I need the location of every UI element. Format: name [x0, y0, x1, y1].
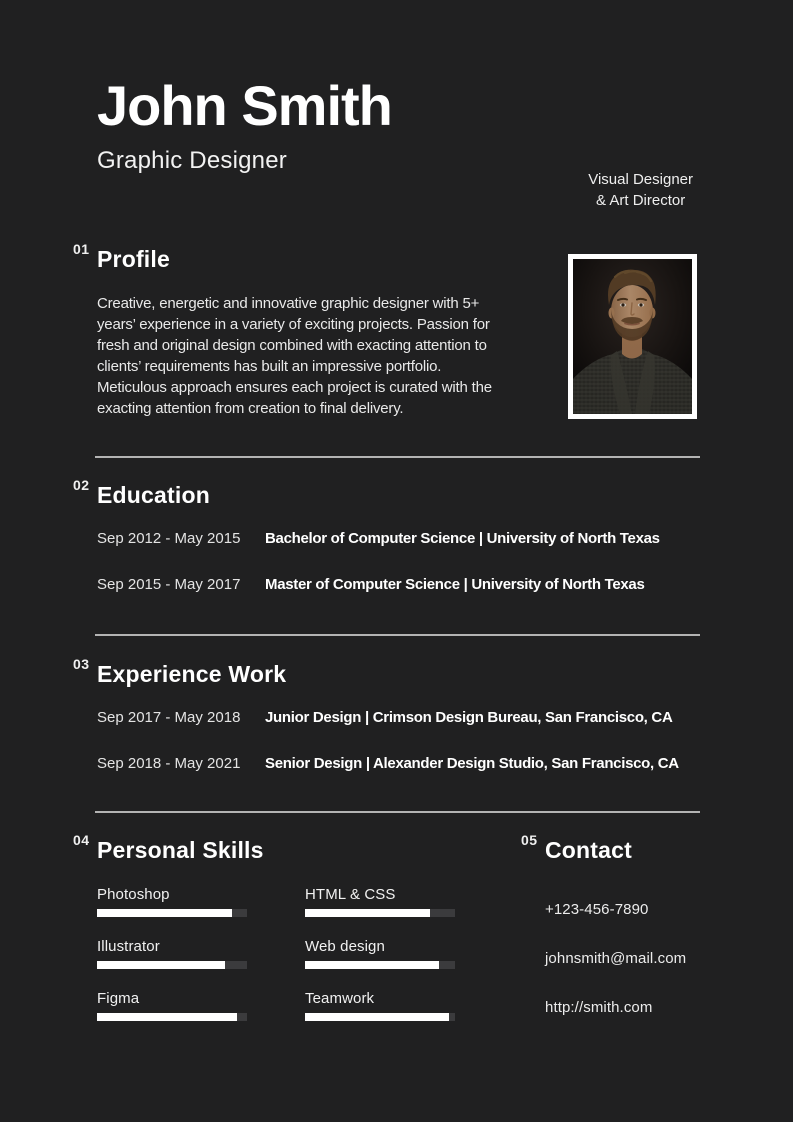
- skill-label: Figma: [97, 990, 140, 1007]
- profile-text-line: Creative, energetic and innovative graphic designer with 5+: [97, 295, 480, 312]
- skill-bar: [305, 1013, 455, 1021]
- skill-item: [97, 990, 247, 1021]
- education-section-number: 02: [73, 477, 90, 493]
- header: [97, 74, 392, 175]
- person-job-title: Graphic Designer: [97, 147, 287, 174]
- skill-item: [97, 938, 247, 969]
- bottom-area: [73, 832, 700, 1048]
- skills-grid: [97, 886, 455, 1021]
- contact-email[interactable]: johnsmith@mail.com: [545, 950, 687, 967]
- skill-bar-fill: [305, 961, 439, 969]
- skill-item: [97, 886, 247, 917]
- skill-label: Illustrator: [97, 938, 160, 955]
- profile-title: Profile: [97, 246, 170, 272]
- education-description: Master of Computer Science | University of North Texas: [265, 576, 645, 593]
- skill-label: Photoshop: [97, 886, 170, 903]
- skill-bar: [97, 909, 247, 917]
- profile-section-number: 01: [73, 241, 90, 257]
- contact-section-number: 05: [521, 832, 538, 848]
- education-row: [97, 530, 717, 547]
- experience-dates: Sep 2018 - May 2021: [97, 755, 241, 772]
- skill-bar: [97, 961, 247, 969]
- section-contact: [521, 832, 687, 1048]
- education-heading: [73, 477, 717, 509]
- tagline: [588, 169, 693, 211]
- education-dates: Sep 2012 - May 2015: [97, 530, 241, 547]
- experience-description: Senior Design | Alexander Design Studio, San Francisco, CA: [265, 755, 679, 772]
- skill-bar-fill: [97, 961, 225, 969]
- skill-bar-fill: [97, 909, 232, 917]
- skill-item: [305, 938, 455, 969]
- divider: [95, 634, 700, 636]
- skill-bar: [305, 909, 455, 917]
- profile-text-line: Meticulous approach ensures each project is curated with the: [97, 379, 492, 396]
- skill-item: [305, 886, 455, 917]
- section-education: [73, 477, 717, 622]
- skills-heading: [73, 832, 455, 864]
- profile-text-line: fresh and original design combined with exacting attention to: [97, 337, 487, 354]
- skill-label: Teamwork: [305, 990, 375, 1007]
- experience-row: [97, 709, 717, 726]
- education-description: Bachelor of Computer Science | University of North Texas: [265, 530, 660, 547]
- contact-items: [545, 901, 686, 1016]
- experience-dates: Sep 2017 - May 2018: [97, 709, 241, 726]
- contact-heading: [521, 832, 686, 864]
- skills-section-number: 04: [73, 832, 90, 848]
- skill-label: Web design: [305, 938, 385, 955]
- tagline-line-1: Visual Designer: [588, 171, 693, 188]
- skill-bar: [97, 1013, 247, 1021]
- experience-heading: [73, 656, 717, 688]
- section-skills: [73, 832, 455, 1048]
- skill-label: HTML & CSS: [305, 886, 396, 903]
- experience-section-number: 03: [73, 656, 90, 672]
- contact-phone: +123-456-7890: [545, 901, 649, 918]
- contact-title: Contact: [545, 837, 633, 863]
- skill-bar-fill: [97, 1013, 237, 1021]
- profile-text-line: exacting attention from creation to final delivery.: [97, 400, 404, 417]
- experience-rows: [97, 709, 717, 772]
- experience-description: Junior Design | Crimson Design Bureau, San Francisco, CA: [265, 709, 673, 726]
- divider: [95, 811, 700, 813]
- profile-text: [97, 293, 547, 419]
- profile-text-line: clients’ requirements has built an impressive portfolio.: [97, 358, 442, 375]
- person-name: John Smith: [97, 74, 392, 137]
- tagline-line-2: & Art Director: [596, 192, 686, 209]
- experience-title: Experience Work: [97, 661, 287, 687]
- section-profile: [73, 241, 547, 419]
- profile-text-line: years’ experience in a variety of exciting projects. Passion for: [97, 316, 490, 333]
- skill-bar-fill: [305, 1013, 449, 1021]
- contact-website[interactable]: http://smith.com: [545, 999, 653, 1016]
- skill-bar: [305, 961, 455, 969]
- skill-item: [305, 990, 455, 1021]
- education-row: [97, 576, 717, 593]
- portrait-illustration: [573, 259, 692, 414]
- education-rows: [97, 530, 717, 593]
- skill-bar-fill: [305, 909, 430, 917]
- skills-title: Personal Skills: [97, 837, 264, 863]
- education-dates: Sep 2015 - May 2017: [97, 576, 241, 593]
- section-experience: [73, 656, 717, 801]
- education-title: Education: [97, 482, 210, 508]
- experience-row: [97, 755, 717, 772]
- profile-photo: [568, 254, 697, 419]
- divider: [95, 456, 700, 458]
- profile-heading: [73, 241, 547, 273]
